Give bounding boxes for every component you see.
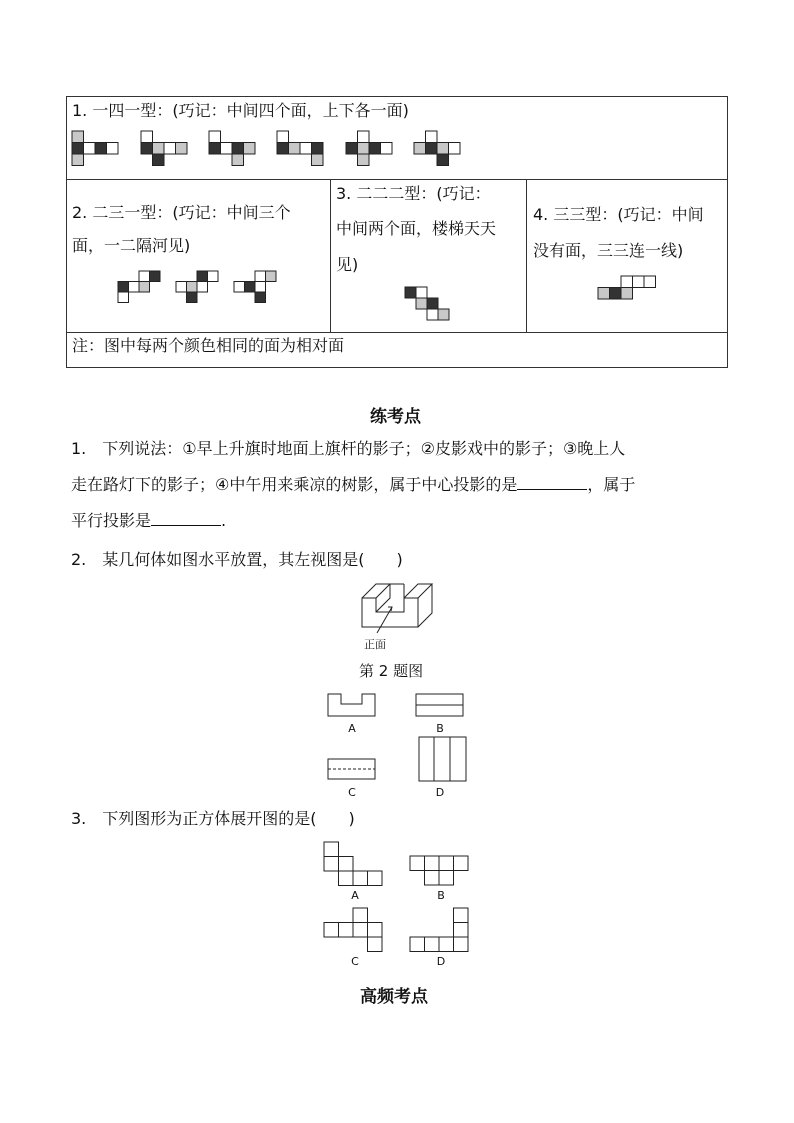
q1-line3-tail: . <box>221 511 227 530</box>
net-141-square <box>72 131 84 143</box>
net-231-square <box>150 271 161 282</box>
net-141-group <box>72 131 460 166</box>
net-231-square <box>255 282 266 293</box>
q3-option-d-square <box>425 937 440 952</box>
q2-option-c-label[interactable]: C <box>348 786 356 799</box>
net-231-square <box>245 282 256 293</box>
q1-line3-text: 平行投影是 <box>71 511 152 530</box>
net-222-square <box>427 309 438 320</box>
net-141-square <box>437 154 449 166</box>
q3-question: 3. 下列图形为正方体展开图的是( ) <box>71 809 355 828</box>
net-33-square <box>621 276 633 288</box>
net-231-square <box>187 292 198 303</box>
q1-line2-text: 走在路灯下的影子；④中午用来乘凉的树影，属于中心投影的是 <box>71 475 518 494</box>
q3-option-a-square <box>324 842 339 857</box>
q3-option-d-square <box>454 937 469 952</box>
net-141-square <box>176 143 188 155</box>
net-141-square <box>153 154 165 166</box>
net-231-square <box>139 282 150 293</box>
q3-option-a-square <box>368 871 383 886</box>
q3-option-d-square <box>439 937 454 952</box>
q1-answer-blank-central[interactable] <box>517 473 587 490</box>
net-141-square <box>141 131 153 143</box>
net-231-square <box>197 271 208 282</box>
q3-option-b-square <box>410 856 425 871</box>
net-231-square <box>118 282 129 293</box>
net-141-square <box>358 131 370 143</box>
net-141-square <box>72 154 84 166</box>
net-141-square <box>426 143 438 155</box>
type-33-line1: 4. 三三型：(巧记：中间 <box>533 205 704 224</box>
net-141-square <box>312 154 324 166</box>
q3-option-a-square <box>324 857 339 872</box>
net-231-group <box>118 271 276 303</box>
solid-notch-back <box>376 584 390 612</box>
q3-option-d-square <box>454 908 469 923</box>
q2-option-a-figure <box>328 694 375 716</box>
net-141-square <box>209 143 221 155</box>
net-141-square <box>232 143 244 155</box>
net-222-square <box>438 309 449 320</box>
q3-option-a-label[interactable]: A <box>351 889 359 902</box>
type-33-line2: 没有面，三三连一线) <box>533 241 684 260</box>
net-33-square <box>621 288 633 300</box>
q3-option-b-square <box>439 871 454 886</box>
net-33-square <box>644 276 656 288</box>
footer-title: 高频考点 <box>360 987 428 1007</box>
q3-option-b-square <box>425 871 440 886</box>
q3-option-b-square <box>454 856 469 871</box>
net-141-square <box>289 143 301 155</box>
solid-notch-edges <box>390 584 404 598</box>
q3-option-b-square <box>425 856 440 871</box>
q3-option-c-square <box>353 908 368 923</box>
q3-option-c-square <box>368 923 383 938</box>
q3-option-d-square <box>454 923 469 938</box>
net-231-square <box>118 292 129 303</box>
q1-line2-tail: ，属于 <box>587 475 636 494</box>
table-note: 注：图中每两个颜色相同的面为相对面 <box>72 336 345 355</box>
net-222-group <box>405 287 449 320</box>
net-231-square <box>129 282 140 293</box>
net-231-square <box>139 271 150 282</box>
net-141-square <box>346 143 358 155</box>
net-141-square <box>84 143 96 155</box>
net-141-square <box>95 143 107 155</box>
net-231-square <box>208 271 219 282</box>
net-141-square <box>437 143 449 155</box>
net-141-square <box>221 143 233 155</box>
q1-answer-blank-parallel[interactable] <box>151 509 221 526</box>
net-141-square <box>426 131 438 143</box>
q2-option-a-label[interactable]: A <box>348 722 356 735</box>
net-222-square <box>416 298 427 309</box>
q2-question: 2. 某几何体如图水平放置，其左视图是( ) <box>71 550 403 569</box>
net-231-square <box>234 282 245 293</box>
solid-front-face <box>362 598 418 627</box>
net-141-square <box>209 131 221 143</box>
net-141-square <box>414 143 426 155</box>
type-141-label: 1. 一四一型：(巧记：中间四个面，上下各一面) <box>72 101 409 120</box>
net-33-square <box>598 288 610 300</box>
net-231-square <box>255 271 266 282</box>
q3-option-a-square <box>353 871 368 886</box>
net-141-square <box>358 154 370 166</box>
q3-option-c-square <box>339 923 354 938</box>
q2-figure-caption: 第 2 题图 <box>359 662 424 680</box>
net-141-square <box>381 143 393 155</box>
net-141-square <box>153 143 165 155</box>
q2-option-d-label[interactable]: D <box>435 786 445 799</box>
q3-option-c-square <box>368 937 383 952</box>
q3-option-b-square <box>439 856 454 871</box>
q2-option-d-figure <box>419 737 466 781</box>
type-222-line3: 见) <box>336 255 359 274</box>
q1-line2 <box>71 468 731 502</box>
q2-front-label: 正面 <box>364 638 386 651</box>
net-33-square <box>633 276 645 288</box>
net-231-square <box>266 271 277 282</box>
net-231-square <box>176 282 187 293</box>
section-title: 练考点 <box>370 407 421 427</box>
net-33-square <box>610 288 622 300</box>
type-231-line2: 面，一二隔河见) <box>72 236 191 255</box>
net-33-group <box>598 276 656 299</box>
net-222-square <box>405 287 416 298</box>
net-141-square <box>72 143 84 155</box>
net-141-square <box>277 131 289 143</box>
q3-option-d-square <box>410 937 425 952</box>
net-141-square <box>244 143 256 155</box>
q3-option-c-square <box>353 923 368 938</box>
net-141-square <box>358 143 370 155</box>
net-141-square <box>277 143 289 155</box>
q3-option-c-label[interactable]: C <box>351 955 359 968</box>
q3-option-a-square <box>339 871 354 886</box>
q3-option-b-label[interactable]: B <box>437 889 445 902</box>
net-141-square <box>449 143 461 155</box>
q1-line1: 1. 下列说法：①早上升旗时地面上旗杆的影子；②皮影戏中的影子；③晚上人 <box>71 439 626 458</box>
q3-option-c-square <box>324 923 339 938</box>
net-141-square <box>164 143 176 155</box>
net-231-square <box>255 292 266 303</box>
net-231-square <box>197 282 208 293</box>
q3-option-a-square <box>339 857 354 872</box>
net-141-square <box>300 143 312 155</box>
solid-top-faces <box>362 584 432 598</box>
type-231-line1: 2. 二三一型：(巧记：中间三个 <box>72 203 291 222</box>
q1-line3 <box>71 504 731 538</box>
net-222-square <box>416 287 427 298</box>
net-141-square <box>232 154 244 166</box>
net-231-square <box>187 282 198 293</box>
net-141-square <box>369 143 381 155</box>
net-141-square <box>141 143 153 155</box>
net-222-square <box>427 298 438 309</box>
net-141-square <box>312 143 324 155</box>
type-222-line2: 中间两个面，楼梯天天 <box>336 219 497 238</box>
type-222-line1: 3. 二二二型：(巧记： <box>336 184 491 203</box>
q2-option-b-label[interactable]: B <box>436 722 444 735</box>
net-141-square <box>107 143 119 155</box>
q3-option-d-label[interactable]: D <box>436 955 446 968</box>
